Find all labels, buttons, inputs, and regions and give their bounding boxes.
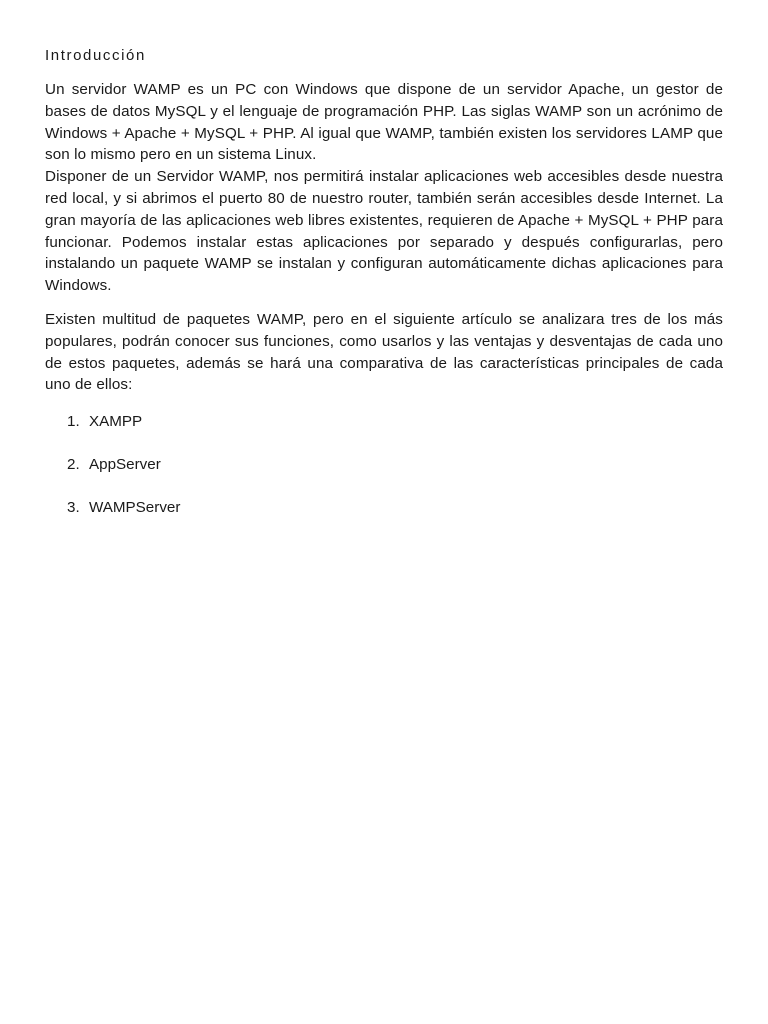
list-item-number: 3. [67,499,80,517]
section-heading: Introducción [45,47,146,64]
list-item-number: 1. [67,413,80,431]
document-page [45,45,723,540]
list-item-label: XAMPP [89,413,143,431]
paragraph-wamp-definition: Un servidor WAMP es un PC con Windows que dispone de un servidor Apache, un gestor de bases de datos MySQL y el lenguaje de programación PHP. Las siglas WAMP son un acrónimo de Windows + Apache + MySQL + PHP. Al igual que WAMP, también existen los servidores LAMP que son lo mismo pero en un sistema Linux. [45,81,723,164]
list-item [67,497,723,519]
package-list [45,411,723,519]
list-item-number: 2. [67,456,80,474]
list-item [67,454,723,476]
list-item-label: WAMPServer [89,499,181,517]
paragraph-wamp-benefits: Disponer de un Servidor WAMP, nos permitirá instalar aplicaciones web accesibles desde nuestra red local, y si abrimos el puerto 80 de nuestro router, también serán accesibles desde Internet. La gran mayoría de las aplicaciones web libres existentes, requieren de Apache + MySQL + PHP para funcionar. Podemos instalar estas aplicaciones por separado y después configurarlas, pero instalando un paquete WAMP se instalan y configuran automáticamente dichas aplicaciones para Windows. [45,168,723,295]
list-item-label: AppServer [89,456,161,474]
list-item [67,411,723,433]
paragraph-wamp-packages: Existen multitud de paquetes WAMP, pero en el siguiente artículo se analizara tres de los más populares, podrán conocer sus funciones, como usarlos y las ventajas y desventajas de cada uno de estos paquetes, además se hará una comparativa de las características principales de cada uno de ellos: [45,310,723,394]
